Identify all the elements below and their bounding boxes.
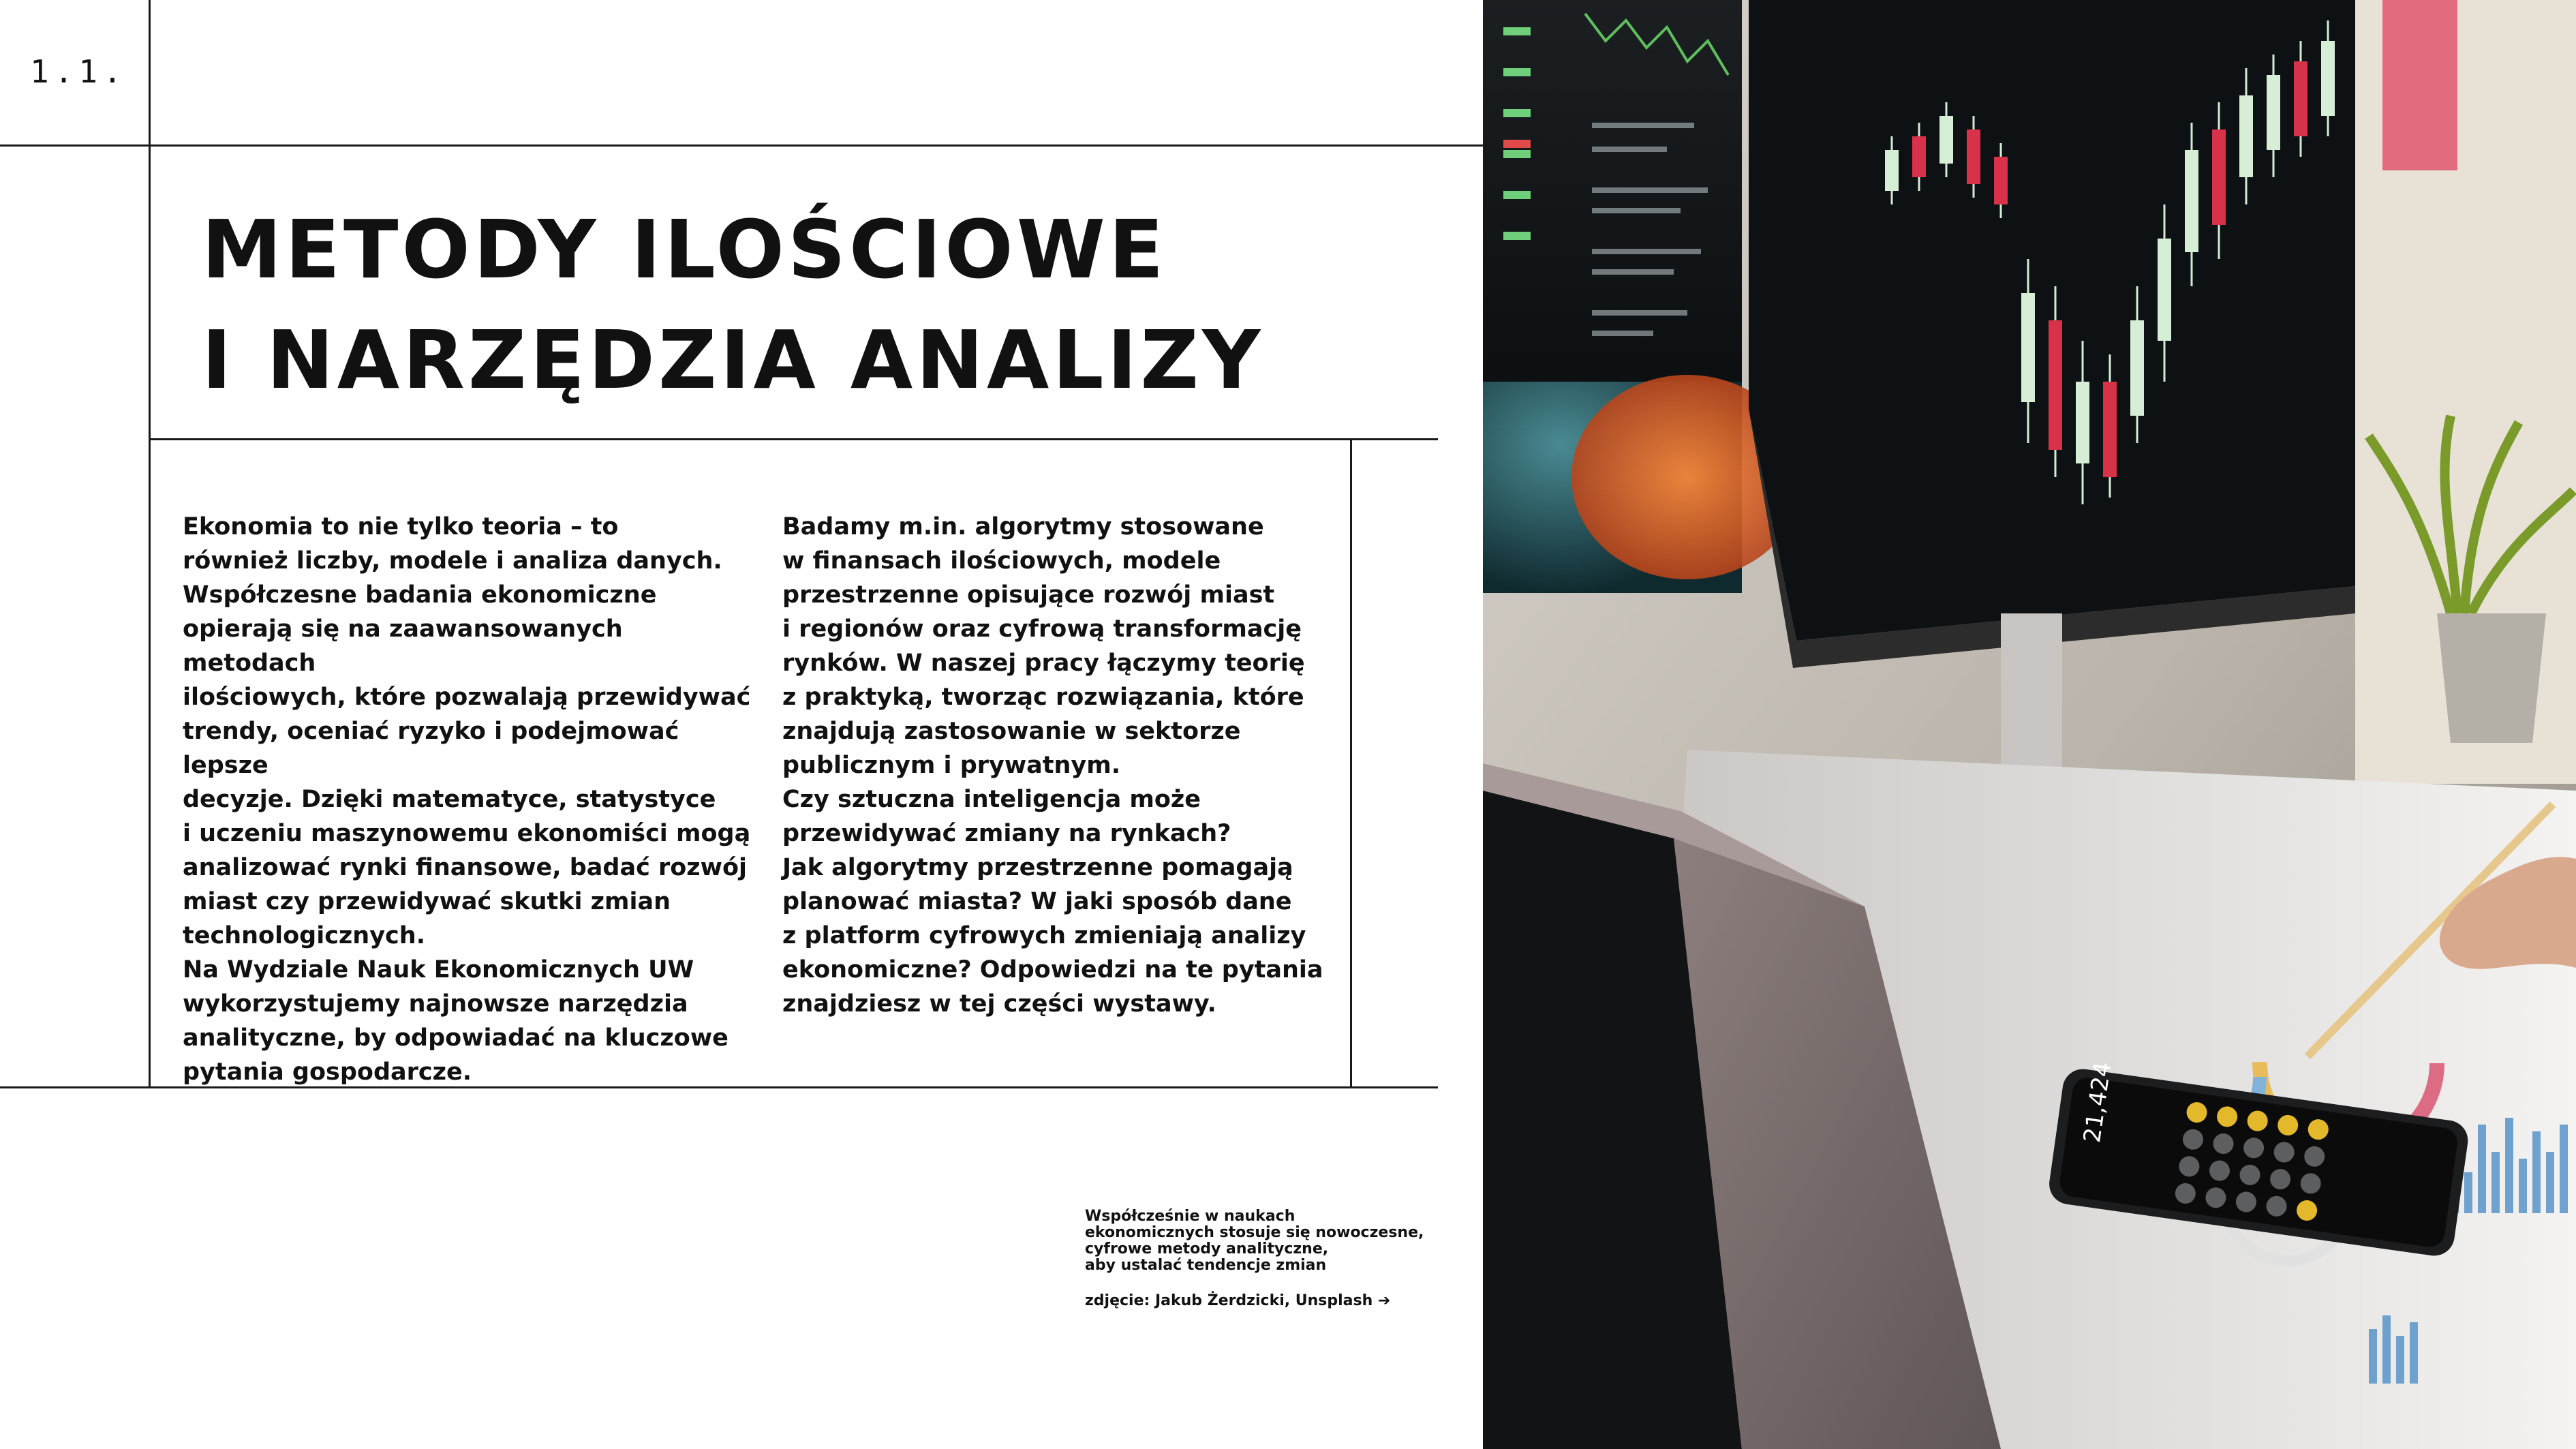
photo-credit: zdjęcie: Jakub Żerdzicki, Unsplash ➔ — [1085, 1292, 1391, 1309]
title-line-2: I NARZĘDZIA ANALIZY — [202, 313, 1264, 407]
rule-vertical-left — [149, 0, 151, 1088]
section-number: 1.1. — [30, 53, 127, 90]
photo-trading-desk — [1483, 0, 2576, 1449]
phone-display: 21,424 — [2079, 1060, 2117, 1144]
rule-horizontal-title — [149, 438, 1438, 440]
main-monitor — [1749, 0, 2355, 668]
body-column-1: Ekonomia to nie tylko teoria – to również liczby, modele i analiza danych. Współczesne badania ekonomiczne opierają się na zaawansowanych metodach ilościowych, które pozwalają przewidywać trendy, oceniać ryzyko i podejmować lepsze decyzje. Dzięki matematyce, statystyce i uczeniu maszynowemu ekonomiści mogą analizować rynki finansowe, badać rozwój miast czy przewidywać skutki zmian technologicznych. Na Wydziale Nauk Ekonomicznych UW wykorzystujemy najnowsze narzędzia analityczne, by odpowiadać na kluczowe pytania gospodarcze. — [183, 513, 751, 1086]
photo-illustration — [1483, 0, 2576, 1449]
page-title — [202, 194, 1263, 415]
body-column-2: Badamy m.in. algorytmy stosowane w finansach ilościowych, modele przestrzenne opisujące rozwój miast i regionów oraz cyfrową transformację rynków. W naszej pracy łączymy teorię z praktyką, tworząc rozwiązania, które znajdują zastosowanie w sektorze publicznym i prywatnym. Czy sztuczna inteligencja może przewidywać zmiany na rynkach? Jak algorytmy przestrzenne pomagają planować miasta? W jaki sposób dane z platform cyfrowych zmieniają analizy ekonomiczne? Odpowiedzi na te pytania znajdziesz w tej części wystawy. — [782, 513, 1323, 1018]
title-line-1: METODY ILOŚCIOWE — [202, 202, 1167, 296]
rule-horizontal-top — [0, 144, 1483, 147]
photo-caption: Współcześnie w naukach ekonomicznych stosuje się nowoczesne, cyfrowe metody analityczne, aby ustalać tendencje zmian — [1085, 1208, 1424, 1274]
